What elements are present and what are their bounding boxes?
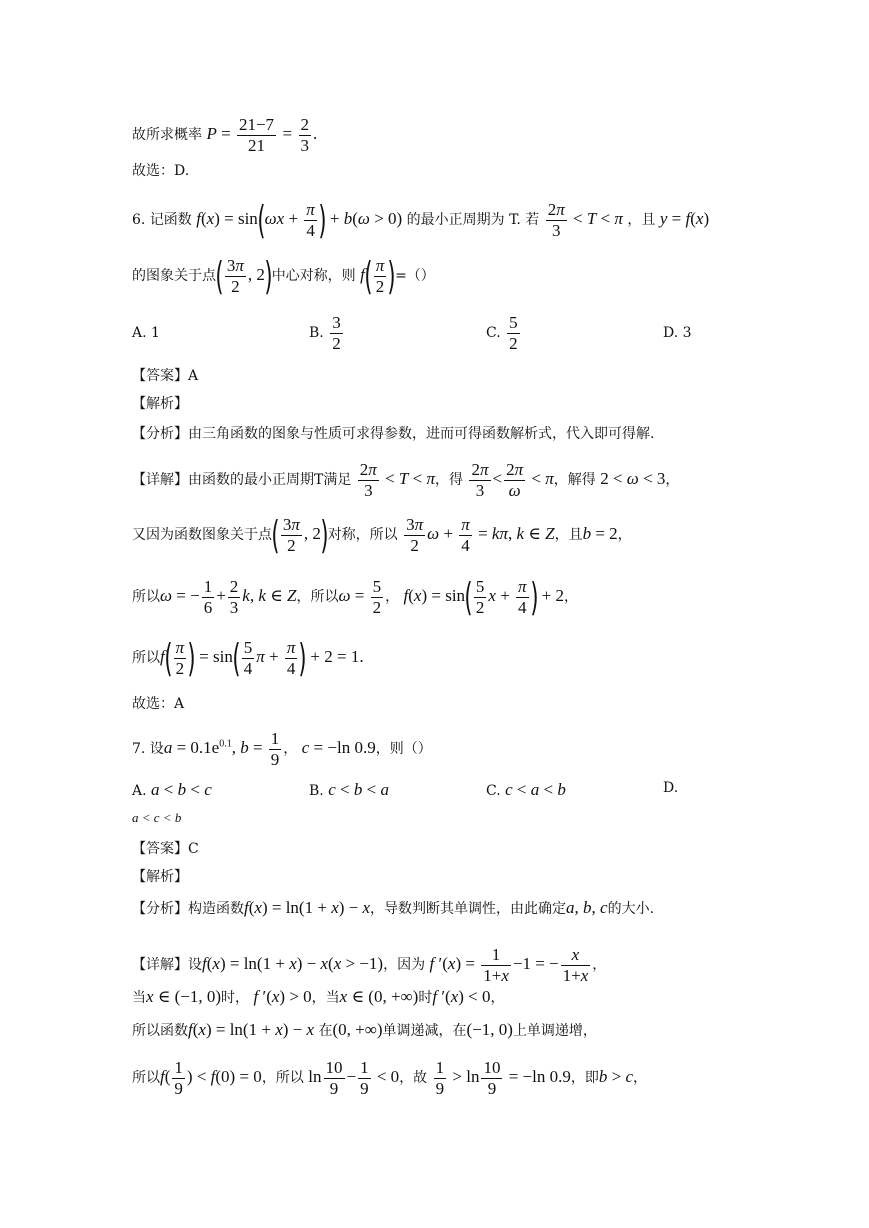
q7-option-d-value: a < c < b xyxy=(132,810,182,825)
q7-option-a: A. a < b < c xyxy=(132,780,212,799)
detail-7-line1: 【详解】设f(x) = ln(1 + x) − x(x > −1)，因为 f ′(x) = $\frac{1}{1+x}$ −1 = − $\frac{x}{1+x}$ ， xyxy=(132,945,607,985)
analysis-text: 【分析】由三角函数的图象与性质可求得参数，进而可得函数解析式，代入即可得解. xyxy=(132,426,655,442)
detail-line4: 所以f( $\frac{\pi}{2}$ ) = sin( $\frac{5}{4}$ π + $\frac{\pi}{4}$ ) + 2 = 1. xyxy=(132,636,364,681)
answer-label: 【答案】A xyxy=(132,368,199,384)
q6-stem-line2: 的图象关于点( $\frac{3\pi}{2}$ , 2)中心对称，则 f( $\frac{\pi}{2}$ )=（） xyxy=(132,254,435,299)
option-d: D. 3 xyxy=(663,325,692,341)
choice-line: 故选：D. xyxy=(132,163,190,179)
option-c: C. $\frac{5}{2}$ xyxy=(486,313,518,353)
q7-stem: 7. 设$a = 0.1e^{0.1}$, b = $\frac{1}{9}$ ， c = −ln 0.9，则（） xyxy=(132,729,432,769)
q7-option-b: B. c < b < a xyxy=(309,780,389,799)
analysis-label: 【解析】 xyxy=(132,396,188,412)
detail-line3: 所以ω = − $\frac{1}{6}$ + $\frac{2}{3}$ k, k ∈ Z，所以ω = $\frac{5}{2}$ ， f(x) = sin( $\frac{5}{2}$ x + $\frac{\pi}{4}$ ) + 2， xyxy=(132,575,578,620)
analysis-text-7: 【分析】构造函数f(x) = ln(1 + x) − x，导数判断其单调性，由此确定a, b, c的大小. xyxy=(132,898,655,917)
q7-option-d: D. xyxy=(663,780,679,796)
detail-7-line3: 所以函数f(x) = ln(1 + x) − x 在(0, +∞)单调递减，在(−1, 0)上单调递增， xyxy=(132,1020,597,1039)
analysis-label-7: 【解析】 xyxy=(132,869,188,885)
option-b: B. $\frac{3}{2}$ xyxy=(309,313,341,353)
q7-option-c: C. c < a < b xyxy=(486,780,566,799)
choice-line-6: 故选：A xyxy=(132,696,185,712)
answer-label-7: 【答案】C xyxy=(132,841,199,857)
probability-line: 故所求概率 P = $\frac{21-7}{21}$ = $\frac{2}{3}$ . xyxy=(132,115,318,155)
fraction: $\frac{21-7}{21}$ xyxy=(238,115,275,155)
detail-7-line2: 当x ∈ (−1, 0)时， f ′(x) > 0，当x ∈ (0, +∞)时f ′(x) < 0， xyxy=(132,987,505,1006)
detail-line2: 又因为函数图象关于点( $\frac{3\pi}{2}$ , 2)对称，所以 $\frac{3\pi}{2}$ ω + $\frac{\pi}{4}$ = kπ, k ∈ Z，且b = 2， xyxy=(132,513,632,558)
option-a: A. 1 xyxy=(132,325,160,341)
detail-line1: 【详解】由函数的最小正周期T满足 $\frac{2\pi}{3}$ < T < π，得 $\frac{2\pi}{3}$ < $\frac{2\pi}{\omega}$ < π，解得 2 < ω < 3， xyxy=(132,460,680,500)
q6-stem-line1: 6. 记函数 f(x) = sin(ωx + $\frac{\pi}{4}$ ) + b(ω > 0) 的最小正周期为 T. 若 $\frac{2\pi}{3}$ < T < π ，且 y = f(x) xyxy=(132,198,710,243)
fraction: $\frac{2}{3}$ xyxy=(300,115,310,155)
detail-7-line4: 所以f( $\frac{1}{9}$ ) < f(0) = 0，所以 ln $\frac{10}{9}$ − $\frac{1}{9}$ < 0，故 $\frac{1}{9}$ > ln $\frac{10}{9}$ = −ln 0.9，即b > c， xyxy=(132,1058,647,1098)
